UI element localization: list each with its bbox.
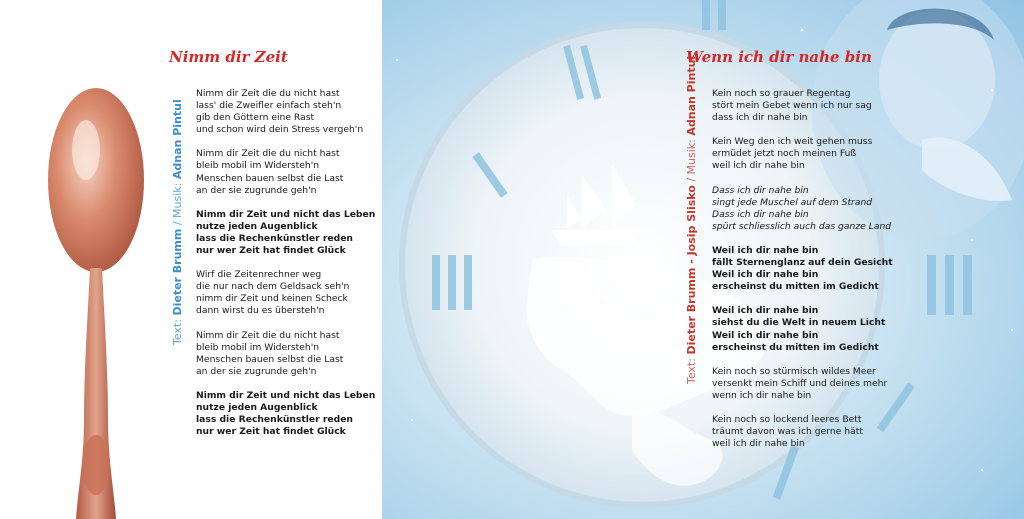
right-song-credits <box>685 55 701 384</box>
spoon-icon <box>18 70 168 519</box>
lyric-line: dass ich dir nahe bin <box>712 112 808 124</box>
credits-author: Dieter Brumm - Josip Slisko <box>685 185 698 355</box>
lyric-line: erscheinst du mitten im Gedicht <box>712 281 879 293</box>
lyric-line: und schon wird dein Stress vergeh'n <box>196 124 364 136</box>
lyrics-stanza <box>712 414 912 450</box>
lyric-line: nur wer Zeit hat findet Glück <box>196 426 346 438</box>
lyrics-stanza <box>196 209 376 257</box>
lyric-line: Nimm dir Zeit die du nicht hast <box>196 88 340 99</box>
lyric-line: Wirf die Zeitenrechner weg <box>196 269 322 281</box>
credits-separator: / Musik: <box>685 135 698 186</box>
lyric-line: lass' die Zweifler einfach steh'n <box>196 100 342 112</box>
lyrics-stanza <box>196 390 376 438</box>
lyric-line: Nimm dir Zeit und nicht das Leben <box>196 208 376 220</box>
lyrics-stanza <box>712 136 912 172</box>
lyric-line: Nimm dir Zeit die du nicht hast <box>196 148 340 160</box>
left-lyrics <box>196 88 376 450</box>
right-lyrics <box>712 88 912 462</box>
lyric-line: lass die Rechenkünstler reden <box>196 414 353 426</box>
lyric-line: an der sie zugrunde geh'n <box>196 365 317 377</box>
lyric-line: Menschen bauen selbst die Last <box>196 172 344 184</box>
lyric-line: stört mein Gebet wenn ich nur sag <box>712 100 872 112</box>
lyric-line: dann wirst du es übersteh'n <box>196 305 325 317</box>
lyric-line: Weil ich dir nahe bin <box>712 329 819 341</box>
lyric-line: die nur nach dem Geldsack seh'n <box>196 281 350 293</box>
credits-author: Dieter Brumm <box>171 228 184 316</box>
lyric-line: Kein Weg den ich weit gehen muss <box>712 136 873 148</box>
lyric-line: wenn ich dir nahe bin <box>712 389 812 401</box>
lyric-line: bleib mobil im Widersteh'n <box>196 341 320 353</box>
lyric-line: fällt Sternenglanz auf dein Gesicht <box>712 257 893 269</box>
lyrics-stanza <box>712 88 912 124</box>
lyric-line: bleib mobil im Widersteh'n <box>196 160 320 172</box>
left-page <box>0 0 382 519</box>
lyric-line: Dass ich dir nahe bin <box>712 208 809 220</box>
credits-composer: Adnan Pintul <box>685 55 698 136</box>
right-song-title: Wenn ich dir nahe bin <box>686 48 872 66</box>
lyrics-stanza <box>712 366 912 402</box>
lyric-line: träumt davon was ich gerne hätt <box>712 426 863 438</box>
lyric-line: Kein noch so stürmisch wildes Meer <box>712 365 876 377</box>
lyric-line: Kein noch so lockend leeres Bett <box>712 413 862 425</box>
spoon-illustration <box>18 70 168 519</box>
lyric-line: Weil ich dir nahe bin <box>712 305 819 317</box>
lyric-line: weil ich dir nahe bin <box>712 160 805 172</box>
lyric-line: Kein noch so grauer Regentag <box>712 88 851 99</box>
lyric-line: ermüdet jetzt noch meinen Fuß <box>712 148 857 160</box>
lyric-line: weil ich dir nahe bin <box>712 438 805 450</box>
lyrics-stanza <box>712 245 912 293</box>
lyric-line: Menschen bauen selbst die Last <box>196 353 344 365</box>
lyric-line: nutze jeden Augenblick <box>196 220 318 232</box>
credits-text-prefix: Text: <box>171 315 184 345</box>
credits-text-prefix: Text: <box>685 354 698 384</box>
lyric-line: Weil ich dir nahe bin <box>712 244 819 256</box>
lyrics-stanza <box>196 148 376 196</box>
lyric-line: nur wer Zeit hat findet Glück <box>196 245 346 257</box>
left-song-credits <box>171 85 187 345</box>
lyric-line: an der sie zugrunde geh'n <box>196 184 317 196</box>
lyric-line: singt jede Muschel auf dem Strand <box>712 196 873 208</box>
credits-composer: Adnan Pintul <box>171 99 184 180</box>
lyric-line: gib den Göttern eine Rast <box>196 112 315 124</box>
lyric-line: Nimm dir Zeit die du nicht hast <box>196 329 340 341</box>
lyrics-stanza <box>196 88 376 136</box>
lyric-line: nutze jeden Augenblick <box>196 401 318 413</box>
credits-separator: / Musik: <box>171 179 184 229</box>
lyric-line: spürt schliesslich auch das ganze Land <box>712 220 892 232</box>
lyrics-stanza <box>712 305 912 353</box>
lyric-line: erscheinst du mitten im Gedicht <box>712 341 879 353</box>
lyric-line: Weil ich dir nahe bin <box>712 269 819 281</box>
lyric-line: Dass ich dir nahe bin <box>712 184 809 196</box>
clock-background <box>382 0 1024 519</box>
lyrics-stanza <box>712 185 912 233</box>
lyric-line: siehst du die Welt in neuem Licht <box>712 317 886 329</box>
lyric-line: versenkt mein Schiff und deines mehr <box>712 377 888 389</box>
lyric-line: nimm dir Zeit und keinen Scheck <box>196 293 348 305</box>
lyrics-stanza <box>196 269 376 317</box>
right-page <box>382 0 1024 519</box>
lyric-line: lass die Rechenkünstler reden <box>196 232 353 244</box>
lyric-line: Nimm dir Zeit und nicht das Leben <box>196 389 376 401</box>
lyrics-stanza <box>196 330 376 378</box>
left-song-title: Nimm dir Zeit <box>169 48 288 66</box>
